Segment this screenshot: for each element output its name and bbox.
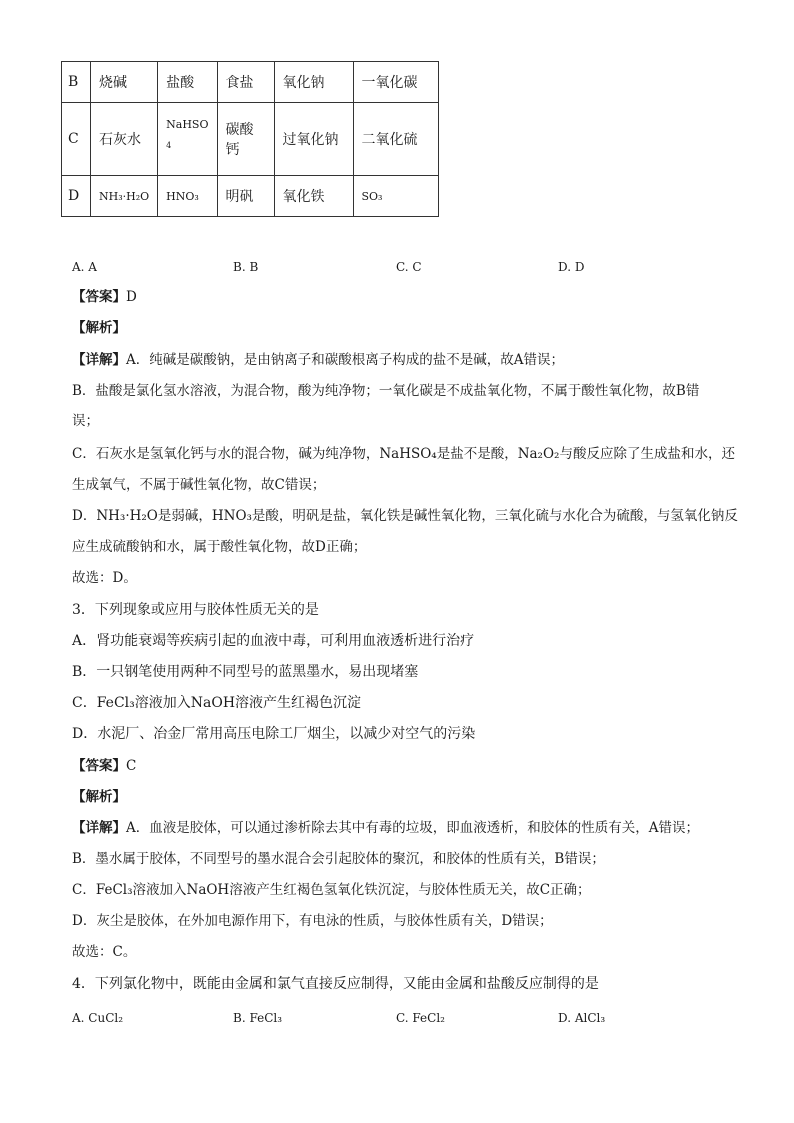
table-cell [158,103,217,176]
q3-detail-line: D．灰尘是胶体，在外加电源作用下，有电泳的性质，与胶体性质有关，D错误； [72,913,553,929]
table-cell: 氧化钠 [274,62,353,103]
q2-detail-line: 应生成硫酸钠和水，属于酸性氧化物，故D正确； [72,539,367,555]
detail-text: A．血液是胶体，可以通过渗析除去其中有毒的垃圾，即血液透析，和胶体的性质有关，A错误； [126,820,699,836]
table-cell: 食盐 [217,62,274,103]
q2-detail-line: 生成氧气，不属于碱性氧化物，故C错误； [72,477,326,493]
q2-detail-line: C．石灰水是氢氧化钙与水的混合物，碱为纯净物，NaHSO₄是盐不是酸，Na₂O₂与酸反应除了生成盐和水，还 [72,446,735,462]
option-c: C. FeCl₂ [396,1011,445,1025]
q3-answer [72,760,136,774]
option-c: C. C [396,260,422,274]
row-label: C [62,103,91,176]
q3-stem: 3．下列现象或应用与胶体性质无关的是 [72,602,319,618]
answer-value: D [126,289,137,305]
table-cell: HNO₃ [158,176,217,217]
table-cell: 碳酸钙 [217,103,274,176]
table-cell: SO₃ [353,176,438,217]
table-cell: 盐酸 [158,62,217,103]
table-cell: NH₃·H₂O [91,176,158,217]
table-cell: 氧化铁 [274,176,353,217]
answer-value: C [126,758,137,774]
q2-detail-line: B．盐酸是氯化氢水溶液，为混合物，酸为纯净物；一氧化碳是不成盐氧化物，不属于酸性氧化物，故B错 [72,383,700,399]
nahso-subscript: 4 [166,141,172,150]
table-row [62,176,439,217]
table-cell: 石灰水 [91,103,158,176]
table-row [62,103,439,176]
table-cell: 二氧化硫 [353,103,438,176]
q2-conclusion: 故选：D。 [72,570,137,586]
option-d: D. AlCl₃ [558,1011,606,1025]
option-a: A. A [72,260,97,274]
q3-option-a: A．肾功能衰竭等疾病引起的血液中毒，可利用血液透析进行治疗 [72,633,475,649]
answer-tag: 【答案】 [72,758,126,774]
row-label: B [62,62,91,103]
detail-tag: 【详解】 [72,352,126,368]
detail-tag: 【详解】 [72,820,126,836]
table-cell: 明矾 [217,176,274,217]
option-b: B. FeCl₃ [233,1011,283,1025]
option-a: A. CuCl₂ [72,1011,124,1025]
table-cell: 一氧化碳 [353,62,438,103]
option-d: D. D [558,260,585,274]
q2-detail-line: D．NH₃·H₂O是弱碱，HNO₃是酸，明矾是盐，氧化铁是碱性氧化物，三氧化硫与水化合为硫酸，与氢氧化钠反 [72,508,738,524]
q3-option-c: C．FeCl₃溶液加入NaOH溶液产生红褐色沉淀 [72,695,362,711]
q4-stem: 4．下列氯化物中，既能由金属和氯气直接反应制得，又能由金属和盐酸反应制得的是 [72,976,599,992]
q2-analysis-tag: 【解析】 [72,320,126,336]
q3-detail-line [72,822,699,836]
q3-option-b: B．一只钢笔使用两种不同型号的蓝黑墨水，易出现堵塞 [72,664,419,680]
table-cell: 过氧化钠 [274,103,353,176]
q3-conclusion: 故选：C。 [72,944,137,960]
option-b: B. B [233,260,259,274]
nahso-text: NaHSO [166,118,209,131]
q3-option-d: D．水泥厂、冶金厂常用高压电除工厂烟尘，以减少对空气的污染 [72,726,476,742]
q2-answer [72,291,137,305]
q3-analysis-tag: 【解析】 [72,789,126,805]
table-row [62,62,439,103]
q3-detail-line: C．FeCl₃溶液加入NaOH溶液产生红褐色氢氧化铁沉淀，与胶体性质无关，故C正确； [72,882,591,898]
answer-tag: 【答案】 [72,289,126,305]
detail-text: A．纯碱是碳酸钠，是由钠离子和碳酸根离子构成的盐不是碱，故A错误； [126,352,564,368]
q2-detail-line [72,354,564,368]
classification-table [61,61,439,217]
q3-detail-line: B．墨水属于胶体，不同型号的墨水混合会引起胶体的聚沉，和胶体的性质有关，B错误； [72,851,605,867]
row-label: D [62,176,91,217]
q2-detail-line: 误； [72,413,99,429]
table-cell: 烧碱 [91,62,158,103]
